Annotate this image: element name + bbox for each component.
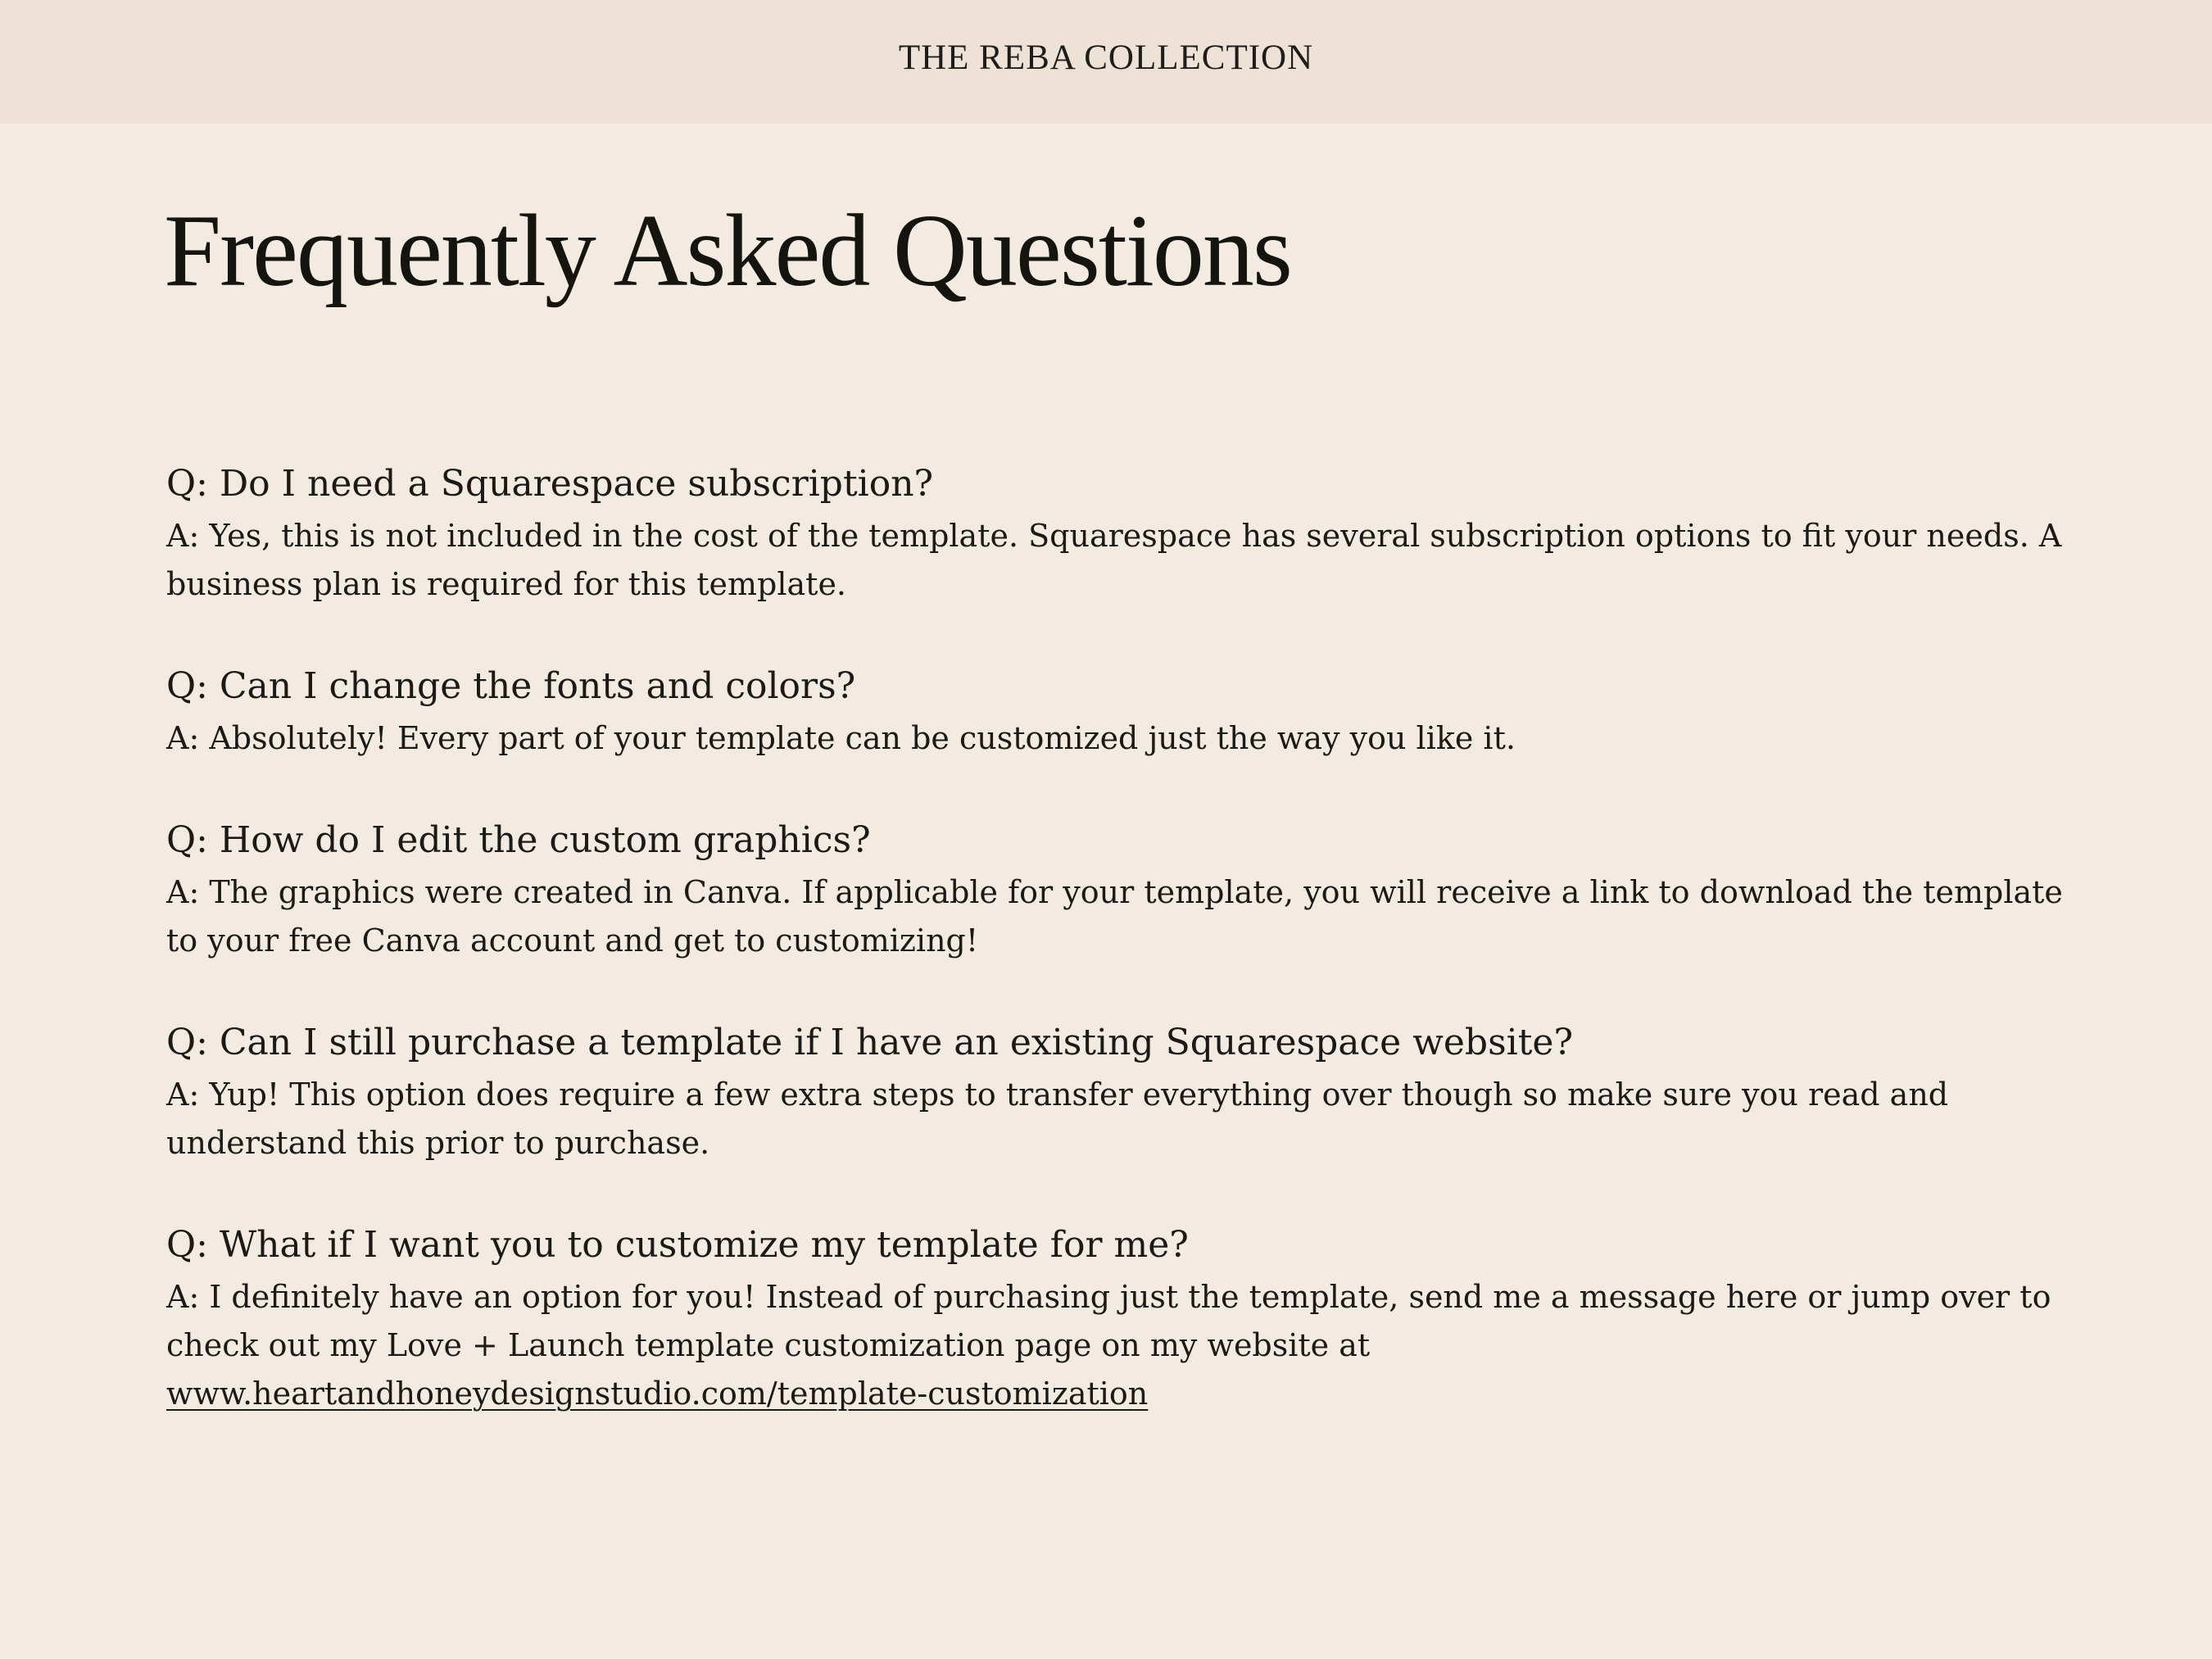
faq-item — [166, 659, 2067, 763]
faq-item — [166, 1217, 2067, 1418]
faq-question: Q: Do I need a Squarespace subscription? — [166, 463, 934, 505]
faq-item — [166, 813, 2067, 965]
faq-answer: A: Yup! This option does require a few extra steps to transfer everything over though so make sure you read and understand this prior to purchase. — [166, 1077, 1949, 1161]
faq-item — [166, 456, 2067, 609]
faq-answer: A: Yes, this is not included in the cost of the template. Squarespace has several subscription options to fit your needs. A business plan is required for this template. — [166, 518, 2062, 602]
header-bar — [0, 0, 2212, 124]
faq-question: Q: Can I change the fonts and colors? — [166, 665, 856, 707]
faq-list — [166, 456, 2067, 1468]
faq-answer-text: A: I definitely have an option for you! Instead of purchasing just the template, send me a message here or jump over to check out my Love + Launch template customization page on my website at — [166, 1279, 2051, 1363]
faq-question: Q: Can I still purchase a template if I have an existing Squarespace website? — [166, 1022, 1574, 1063]
faq-answer — [166, 1273, 2067, 1418]
faq-answer: A: Absolutely! Every part of your template can be customized just the way you like it. — [166, 720, 1516, 756]
brand-name: THE REBA COLLECTION — [898, 39, 1314, 77]
customization-link[interactable]: www.heartandhoneydesignstudio.com/template-customization — [166, 1376, 1149, 1412]
faq-answer: A: The graphics were created in Canva. If applicable for your template, you will receive a link to download the template to your free Canva account and get to customizing! — [166, 874, 2063, 959]
faq-question: Q: How do I edit the custom graphics? — [166, 819, 871, 861]
page-title: Frequently Asked Questions — [164, 194, 1291, 308]
faq-item — [166, 1015, 2067, 1167]
faq-question: Q: What if I want you to customize my template for me? — [166, 1224, 1189, 1266]
